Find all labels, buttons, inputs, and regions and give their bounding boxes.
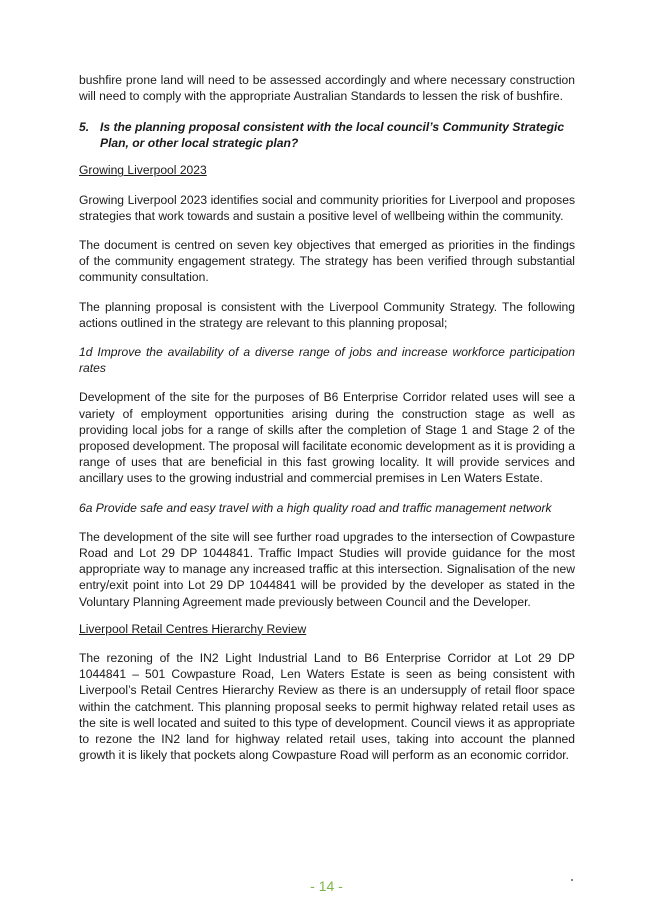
paragraph-consistency: The planning proposal is consistent with the Liverpool Community Strategy. The following actions outlined in the strategy are relevant to this planning proposal; <box>79 299 575 330</box>
section-heading-retail-review: Liverpool Retail Centres Hierarchy Review <box>79 621 307 636</box>
paragraph-objectives: The document is centred on seven key objectives that emerged as priorities in the findings of the community engagement strategy. The strategy has been verified through substantial community consultation. <box>79 238 575 285</box>
paragraph-growing-liverpool: Growing Liverpool 2023 identifies social and community priorities for Liverpool and proposes strategies that work towards and sustain a positive level of wellbeing within the community. <box>79 192 575 223</box>
paragraph-development: Development of the site for the purposes of B6 Enterprise Corridor related uses will see a variety of employment opportunities arising during the construction stage as well as providing local jobs for a range of skills after the completion of Stage 1 and Stage 2 of the proposed development. The proposal will facilitate economic development as it is providing a range of uses that are beneficial in this fast growing locality. It will provide services and ancillary uses to the growing industrial and commercial premises in Len Waters Estate. <box>79 390 575 486</box>
action-1d: 1d Improve the availability of a diverse range of jobs and increase workforce participation rates <box>79 345 575 376</box>
section-heading-growing-liverpool: Growing Liverpool 2023 <box>79 163 207 178</box>
footer-dot <box>571 879 573 881</box>
question-heading <box>79 120 575 151</box>
action-6a: 6a Provide safe and easy travel with a high quality road and traffic management network <box>79 500 552 515</box>
intro-paragraph: bushfire prone land will need to be assessed accordingly and where necessary construction will need to comply with the appropriate Australian Standards to lessen the risk of bushfire. <box>79 73 575 104</box>
paragraph-rezoning: The rezoning of the IN2 Light Industrial Land to B6 Enterprise Corridor at Lot 29 DP 1044841 – 501 Cowpasture Road, Len Waters Estate is seen as being consistent with Liverpool’s Retail Centres Hierarchy Review as there is an undersupply of retail floor space within the catchment. This planning proposal seeks to permit highway related retail uses as the site is well located and suited to this type of development. Council views it as appropriate to rezone the IN2 land for highway related retail uses, taking into account the planned growth it is likely that pockets along Cowpasture Road will perform as an economic corridor. <box>79 651 575 763</box>
document-body <box>79 72 575 764</box>
question-number: 5. <box>79 120 90 135</box>
question-text: Is the planning proposal consistent with the local council’s Community Strategic Plan, or other local strategic plan? <box>100 120 565 150</box>
paragraph-road-upgrades: The development of the site will see further road upgrades to the intersection of Cowpasture Road and Lot 29 DP 1044841. Traffic Impact Studies will provide guidance for the most appropriate way to manage any increased traffic at this intersection. Signalisation of the new entry/exit point into Lot 29 DP 1044841 will be provided by the developer as stated in the Voluntary Planning Agreement made previously between Council and the Developer. <box>79 529 575 609</box>
page-number: - 14 - <box>310 878 343 894</box>
